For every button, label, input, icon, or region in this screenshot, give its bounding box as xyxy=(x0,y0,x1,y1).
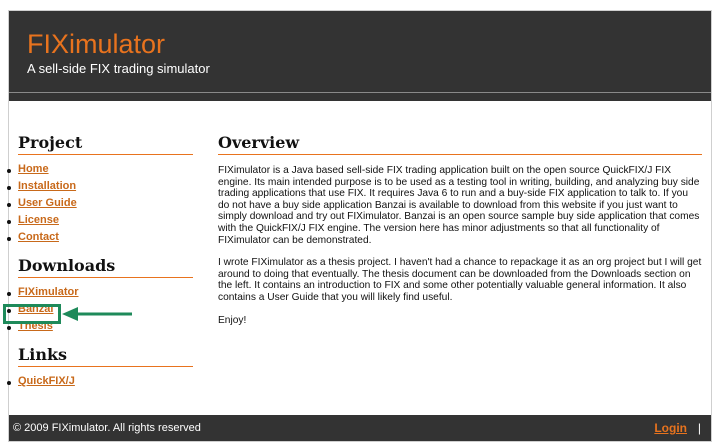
license-link[interactable]: License xyxy=(18,214,59,226)
links-section xyxy=(18,345,193,392)
home-link[interactable]: Home xyxy=(18,163,49,175)
overview-paragraph-1: FIXimulator is a Java based sell-side FIX trading application built on the open source QuickFIX/J FIX engine. Its main intended purpose is to be used as a testing tool in writing, building, and analyzing buy side trading applications that use FIX. It requires Java 6 to run and a buy-side FIX application to talk to. If you do not have a buy side application Banzai is available to download from this website if you just want to simply download and try out FIXimulator. Banzai is an open source sample buy side application that comes with the QuickFIX/J FIX engine. The version here has minor adjustments so that all functionality of FIXimulator can be demonstrated. xyxy=(218,165,700,246)
left-arrow-icon xyxy=(62,305,134,323)
sidebar xyxy=(18,133,193,392)
contact-link[interactable]: Contact xyxy=(18,231,59,243)
installation-link[interactable]: Installation xyxy=(18,180,77,192)
fiximulator-download-link[interactable]: FIXimulator xyxy=(18,286,79,298)
banzai-download-link[interactable]: Banzai xyxy=(18,303,54,315)
header-divider xyxy=(9,92,711,93)
overview-paragraph-2: I wrote FIXimulator as a thesis project. I haven't had a chance to repackage it as an org project but I will get around to doing that eventually. The thesis document can be downloaded from the Downloads section on the left. It contains an introduction to FIX and some other potentially valuable general information. It also contains a User Guide that you will likely find useful. xyxy=(218,257,702,303)
footer-separator: | xyxy=(697,421,701,435)
project-section xyxy=(18,133,193,248)
overview-heading: Overview xyxy=(218,133,702,155)
overview-paragraph-3: Enjoy! xyxy=(218,314,247,326)
user-guide-link[interactable]: User Guide xyxy=(18,197,77,209)
login-link[interactable]: Login xyxy=(654,421,687,435)
site-header xyxy=(9,11,711,101)
site-footer xyxy=(9,415,711,441)
downloads-heading: Downloads xyxy=(18,256,193,278)
project-links xyxy=(18,163,193,248)
list-item xyxy=(18,375,193,392)
quickfixj-link[interactable]: QuickFIX/J xyxy=(18,375,75,387)
list-item xyxy=(18,197,193,214)
project-heading: Project xyxy=(18,133,193,155)
list-item xyxy=(18,286,193,303)
links-heading: Links xyxy=(18,345,193,367)
list-item xyxy=(18,214,193,231)
banzai-highlight-box xyxy=(3,304,61,324)
copyright-text: © 2009 FIXimulator. All rights reserved xyxy=(13,422,201,434)
site-subtitle: A sell-side FIX trading simulator xyxy=(27,61,210,76)
site-title: FIXimulator xyxy=(27,29,166,59)
external-links xyxy=(18,375,193,392)
list-item xyxy=(18,231,193,248)
main-content xyxy=(218,133,702,337)
list-item xyxy=(18,180,193,197)
downloads-section xyxy=(18,256,193,337)
list-item xyxy=(18,163,193,180)
thesis-download-link[interactable]: Thesis xyxy=(18,320,53,332)
